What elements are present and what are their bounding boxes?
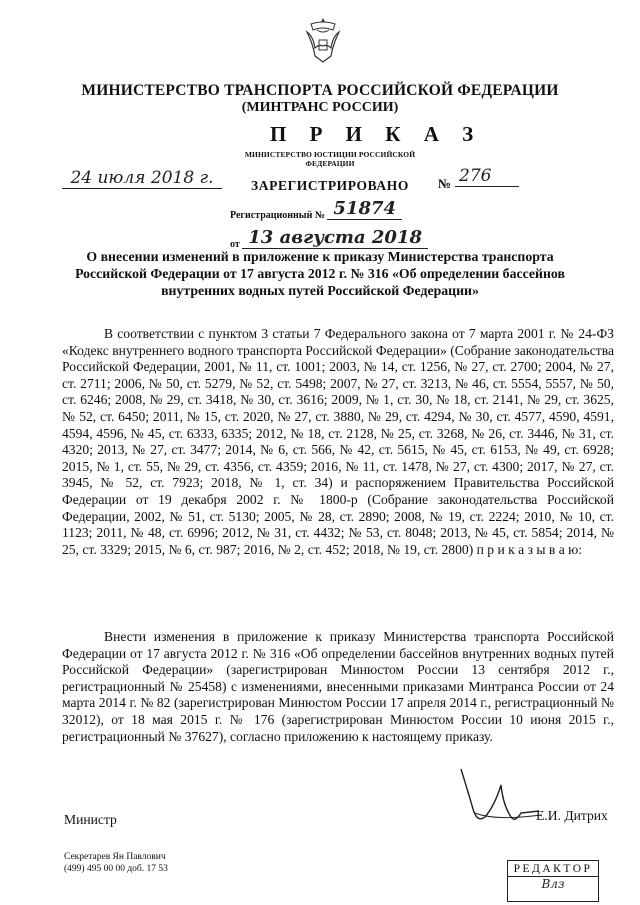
order-number: 276 — [455, 166, 519, 187]
order-number-label: № — [438, 176, 452, 191]
ministry-name: МИНИСТЕРСТВО ТРАНСПОРТА РОССИЙСКОЙ ФЕДЕРАЦИИ — [81, 82, 559, 99]
document-type: П Р И К А З — [270, 122, 483, 146]
editor-stamp-label: РЕДАКТОР — [508, 861, 598, 877]
stamp-ministry-of-justice: МИНИСТЕРСТВО ЮСТИЦИИ РОССИЙСКОЙ ФЕДЕРАЦИИ — [244, 150, 416, 168]
stamp-date-value: 13 августа 2018 — [242, 227, 428, 249]
signatory-position: Министр — [64, 812, 117, 827]
editor-stamp — [507, 860, 599, 902]
handwritten-signature — [455, 765, 545, 827]
document-title: О внесении изменений в приложение к приказу Министерства транспорта Российской Федерации от 17 августа 2012 г. № 316 «Об определении бассейнов внутренних водных путей Российской Федерации» — [75, 249, 565, 298]
signatory-name: Е.И. Дитрих — [536, 808, 608, 823]
registration-stamp — [230, 150, 430, 252]
coat-of-arms-emblem — [303, 14, 343, 66]
stamp-reg-label: Регистрационный № — [230, 210, 325, 221]
editor-stamp-initials: Влз — [541, 877, 565, 891]
stamp-registered: ЗАРЕГИСТРИРОВАНО — [251, 178, 409, 193]
ministry-short-name: (МИНТРАНС РОССИИ) — [241, 100, 399, 115]
order-date: 24 июля 2018 г. — [62, 168, 222, 189]
stamp-date-label: от — [230, 239, 240, 250]
body-paragraph-2: Внести изменения в приложение к приказу Министерства транспорта Российской Федерации от 17 августа 2012 г. № 316 «Об определении бассейнов внутренних водных путей Российской Федерации» (зарегистрирован Минюстом России 13 сентября 2012 г., регистрационный № 25458) с изменениями, внесенными приказами Минтранса России от 24 марта 2014 г. № 82 (зарегистрирован Минюстом России 17 апреля 2014 г., регистрационный № 32012), от 18 мая 2015 г. № 176 (зарегистрирован Минюстом России 10 июня 2015 г., регистрационный № 37627), согласно приложению к настоящему приказу. — [62, 629, 614, 744]
stamp-reg-number: 51874 — [327, 198, 402, 220]
stamp-reg-number-row — [230, 198, 430, 223]
executor-name: Секретарев Ян Павлович — [64, 852, 166, 862]
executor-phone: (499) 495 00 00 доб. 17 53 — [64, 864, 168, 874]
body-paragraph-1: В соответствии с пунктом 3 статьи 7 Федерального закона от 7 марта 2001 г. № 24-ФЗ «Кодекс внутреннего водного транспорта Российской Федерации» (Собрание законодательства Российской Федерации, 2001, № 11, ст. 1001; 2003, № 14, ст. 1256, № 27, ст. 2700; 2004, № 27, ст. 2711; 2006, № 50, ст. 5279, № 52, ст. 5498; 2007, № 27, ст. 3213, № 46, ст. 5554, 5557, № 50, ст. 6246; 2008, № 29, ст. 3418, № 30, ст. 3616; 2009, № 1, ст. 30, № 18, ст. 2141, № 29, ст. 3625, № 52, ст. 6450; 2011, № 15, ст. 2020, № 27, ст. 3880, № 29, ст. 4294, № 30, ст. 4577, 4590, 4591, 4594, 4596, № 45, ст. 6333, 6335; 2012, № 18, ст. 2128, № 25, ст. 3268, № 26, ст. 3446, № 31, ст. 4320; 2013, № 27, ст. 3477; 2014, № 6, ст. 566, № 42, ст. 5615, № 45, ст. 6153, № 49, ст. 6928; 2015, № 1, ст. 55, № 29, ст. 4356, ст. 4359; 2016, № 11, ст. 1478, № 27, ст. 4300; 2017, № 27, ст. 3945, № 52, ст. 7923; 2018, № 1, ст. 34) и распоряжением Правительства Российской Федерации от 19 декабря 2002 г. № 1800-р (Собрание законодательства Российской Федерации, 2002, № 51, ст. 5130; 2005, № 28, ст. 2890; 2008, № 19, ст. 2224; 2010, № 10, ст. 1123; 2011, № 48, ст. 6996; 2012, № 31, ст. 4432; № 53, ст. 8048; 2013, № 45, ст. 5854; 2014, № 25, ст. 3329; 2015, № 6, ст. 987; 2016, № 2, ст. 452; 2018, № 19, ст. 2800) п р и к а з ы в а ю: — [62, 326, 614, 557]
